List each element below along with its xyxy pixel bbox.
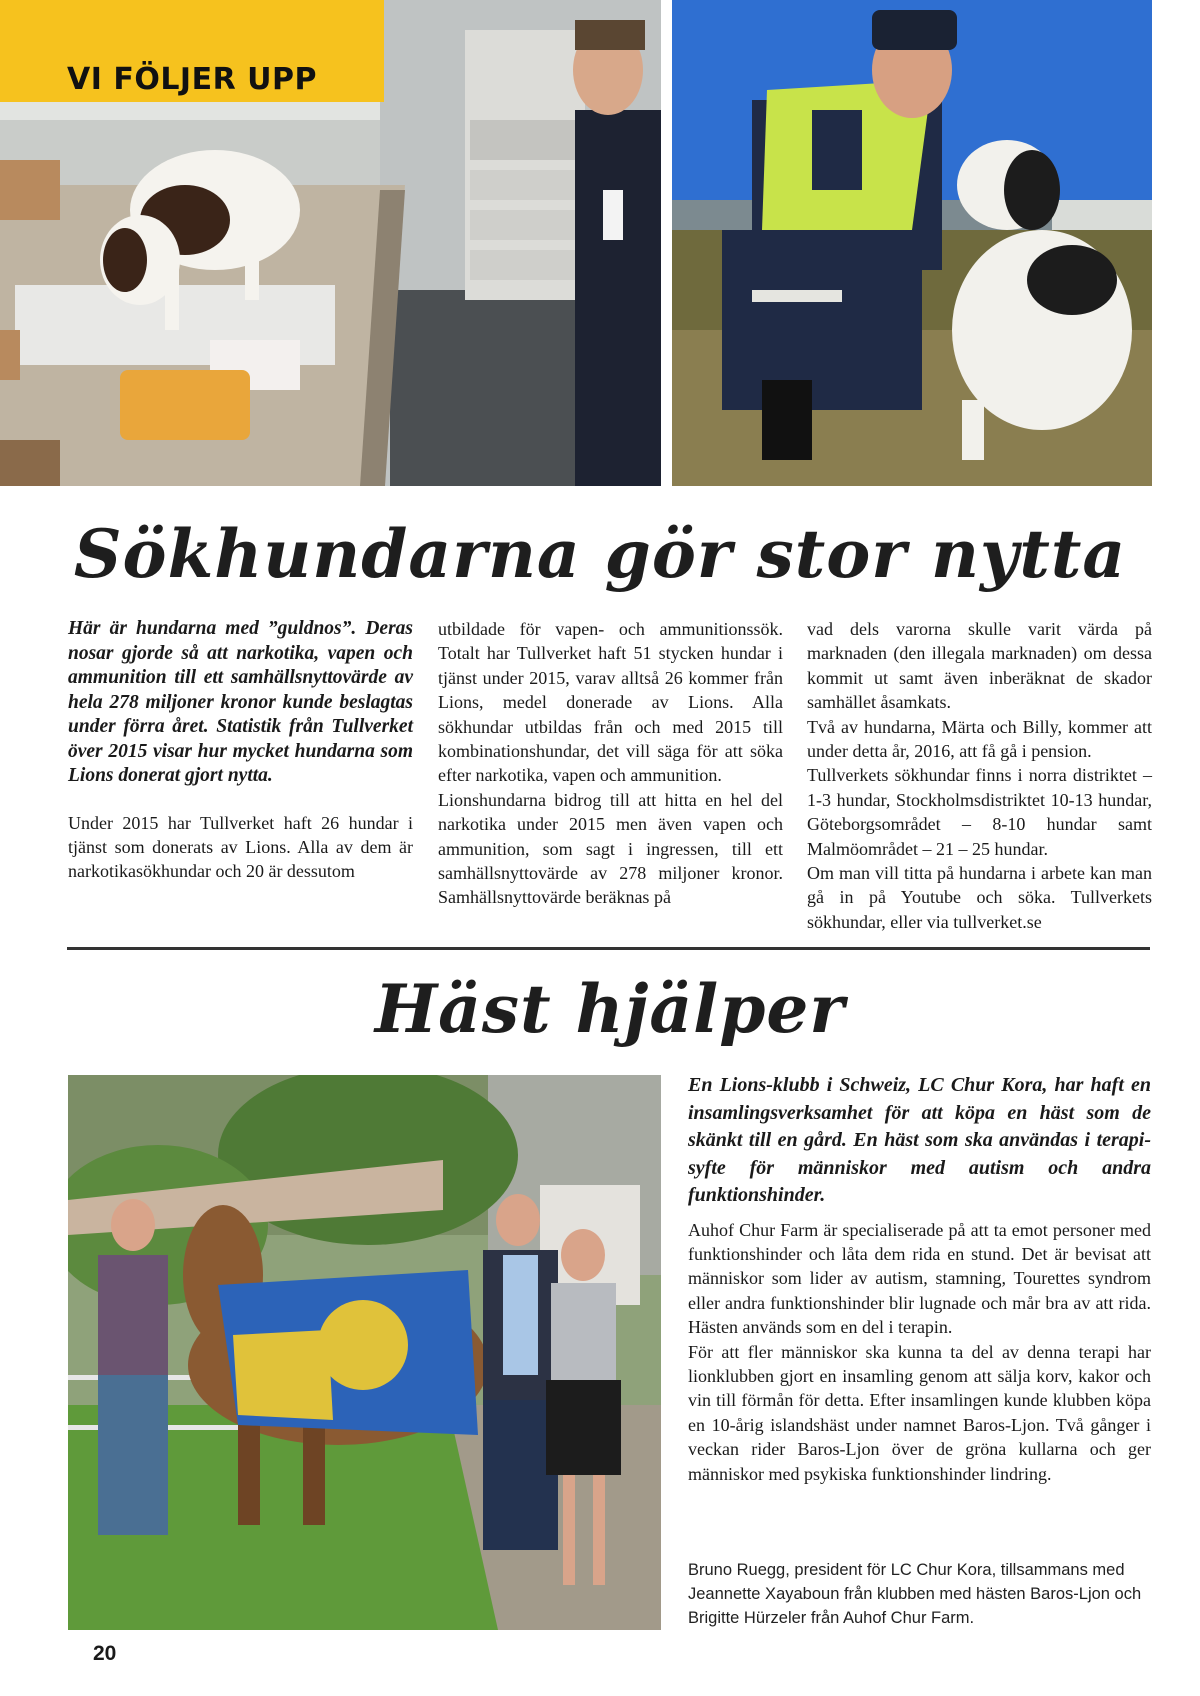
article2-column [688, 1072, 1151, 1486]
article2-paragraph: Auhof Chur Farm är specialiserade på att ta emot personer med funktionshinder och låta dem rida en stund. Det är bevisat att människor som lider av autism, stamning, Tourettes syndrom eller andra funktionshinder blir lugnade och mår bra av att rida. Hästen används som en del i terapin. [688, 1219, 1151, 1338]
page-number: 20 [93, 1642, 117, 1665]
article1-ingress: Här är hundarna med ”guldnos”. Deras nosar gjorde så att narkotika, vapen och ammunition till ett samhällsnyttovärde av hela 278 miljoner kronor kunde beslagtas under förra året. Statistik från Tullverket över 2015 visar hur mycket hundarna som Lions donerat gjort nytta. [68, 618, 413, 786]
article1-paragraph: utbildade för vapen- och ammunitionssök. Totalt har Tullverket haft 51 stycken hundar i tjänst under 2015, varav alltså 26 kommer från Lions, medel donerade av Lions. Alla sökhundar utbildas från och med 2015 till kombinationshundar, det vill säga för att söka efter narkotika, vapen och ammunition. [438, 619, 783, 786]
article1-paragraph: Under 2015 har Tullverket haft 26 hundar i tjänst som donerats av Lions. Alla av dem är narkotikasökhundar och 20 är dessutom [68, 812, 413, 882]
article2-paragraph: För att fler människor ska kunna ta del av denna terapi har lionklubben gjort en insamling genom att sälja korv, kakor och vin till förmån för detta. Efter insamlingen kunde klubben köpa en 10-årig islandshäst under namnet Baros-Ljon. Två gånger i veckan rider Baros-Ljon över de gröna kullarna och ger människor med psykiska funktionshinder lindring. [688, 1341, 1151, 1484]
article1-column-3 [807, 617, 1152, 934]
article-headline: Sökhundarna gör stor nytta [73, 515, 1127, 593]
photo-officer-with-dog [672, 0, 1152, 486]
article1-column-1 [68, 617, 413, 884]
section-label: VI FÖLJER UPP [67, 62, 317, 97]
article2-ingress: En Lions-klubb i Schweiz, LC Chur Kora, har haft en insamlingsverksamhet för att köpa en häst som de skänkt till en gård. En häst som ska användas i terapi-syfte för människor med autism och andra funktionshinder. [688, 1074, 1151, 1206]
photo-horse-with-lions-members [68, 1075, 661, 1630]
article2-headline: Häst hjälper [374, 970, 846, 1048]
article1-paragraph: Tullverkets sökhundar finns i norra distriktet – 1-3 hundar, Stockholmsdistriktet 10-13 hundar, Göteborgsområdet – 8-10 hundar samt Malmöområdet – 21 – 25 hundar. [807, 765, 1152, 859]
article1-paragraph: Två av hundarna, Märta och Billy, kommer att under detta år, 2016, att få gå i pension. [807, 716, 1152, 762]
article1-paragraph: vad dels varorna skulle varit värda på marknaden (den illegala marknaden) om dessa kommit ut samt även inberäknat de skador samhället åsamkats. [807, 619, 1152, 713]
article1-paragraph: Lionshundarna bidrog till att hitta en hel del narkotika under 2015 men även vapen och ammunition, som sagt i ingressen, till ett samhällsnyttovärde av 278 miljoner kronor. Samhällsnyttovärde beräknas på [438, 789, 783, 908]
photo-caption: Bruno Ruegg, president för LC Chur Kora, tillsammans med Jeannette Xayaboun från klubben med hästen Baros-Ljon och Brigitte Hürzeler från Auhof Chur Farm. [688, 1561, 1142, 1627]
section-divider [67, 947, 1150, 950]
section-banner [0, 0, 384, 102]
article1-paragraph: Om man vill titta på hundarna i arbete kan man gå in på Youtube och söka. Tullverkets sökhundar, eller via tullverket.se [807, 863, 1152, 932]
article1-column-2 [438, 617, 783, 910]
